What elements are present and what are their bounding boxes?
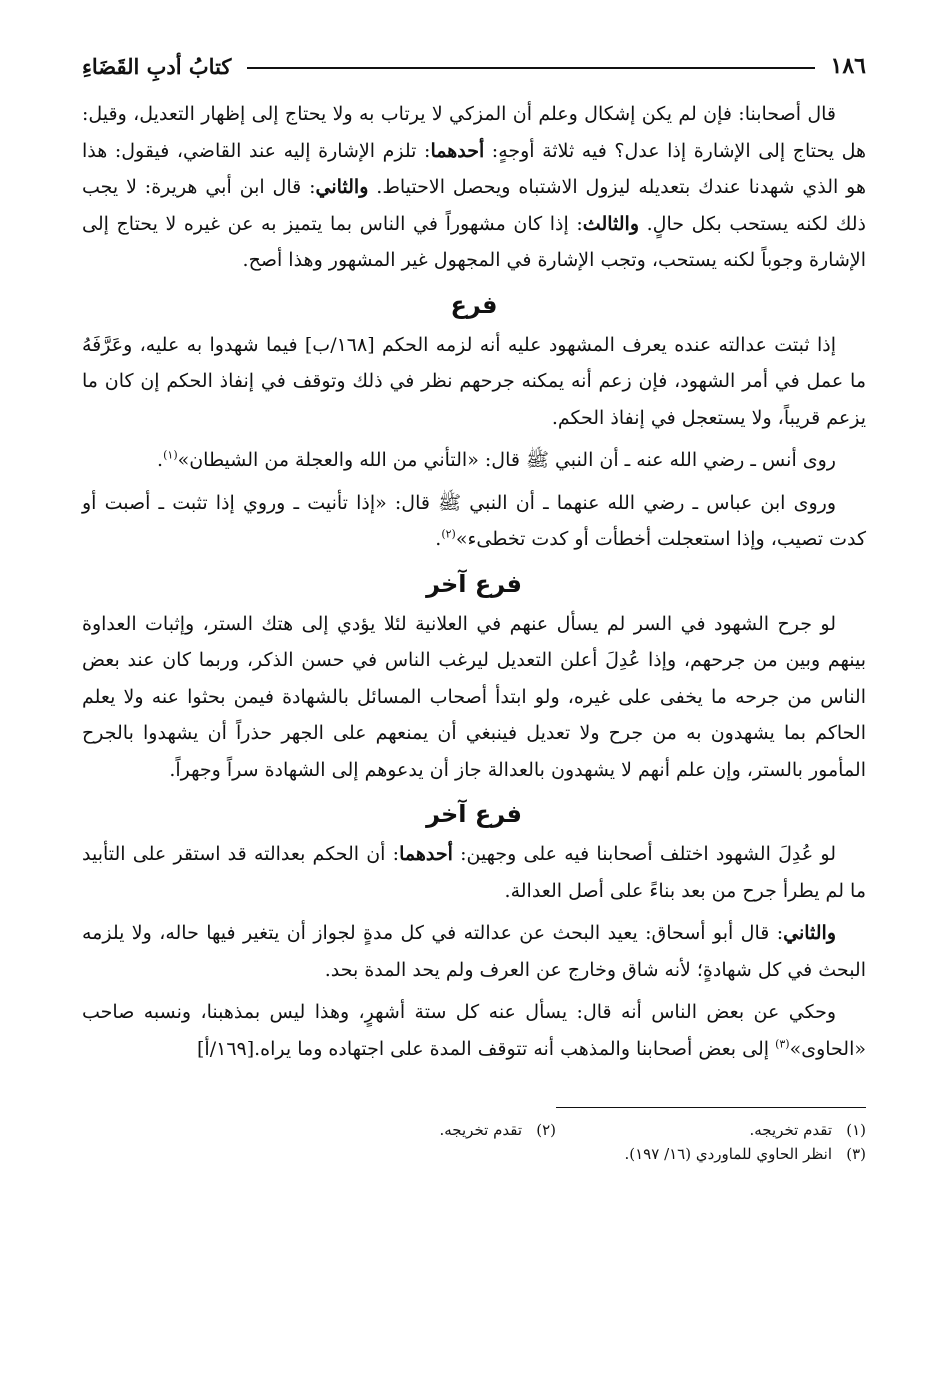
paragraph-8 [82,994,866,1067]
footnote-number: (٣) [846,1145,866,1163]
text-span: إلى بعض أصحابنا والمذهب أنه تتوقف المدة على اجتهاده وما يراه.[١٦٩/أ] [197,1037,776,1060]
header-rule [247,67,814,69]
text-span: : إذا كان مشهوراً في الناس بما يتميز به عن غيره لا يحتاج إلى الإشارة وجوباً لكنه يستحب، وتجب الإشارة في المجهول غير المشهور وهذا أصح. [82,212,866,271]
text-span: : تلزم الإشارة إليه عند القاضي، فيقول: هذا هو الذي شهدنا عندك بتعديله ليزول الاشتباه ويحصل الاحتياط. [82,139,866,198]
paragraph-6 [82,836,866,909]
footnote-1 [556,1118,866,1142]
section-heading-far: فرع [450,290,498,319]
section-heading-far-akhar-2: فرع آخر [426,800,522,828]
footnote-ref-3[interactable]: (٣) [775,1037,790,1051]
footnote-3 [625,1142,867,1166]
text-span: . [157,449,164,471]
text-span: وحكي عن بعض الناس أنه قال: يسأل عنه كل ستة أشهرٍ، وهذا ليس بمذهبنا، ونسبه صاحب «الحاوى» [82,1001,866,1060]
paragraph-2: إذا ثبتت عدالته عنده يعرف المشهود عليه أنه لزمه الحكم [١٦٨/ب] فيما شهدوا به عليه، وعَرَّفَهُ ما عمل في أمر الشهود، فإن زعم أنه يمكنه جرحهم نظر في ذلك وتوقف في إنفاذ الحكم إن كان ما يزعم قريباً، ولا يستعجل في إنفاذ الحكم. [82,333,866,429]
text-span: : قال ابن أبي هريرة: لا يجب ذلك لكنه يستحب بكل حالٍ. [82,176,866,235]
footnote-number: (٢) [536,1121,556,1139]
page-number: ١٨٦ [830,53,866,79]
footnote-number: (١) [846,1121,866,1139]
keyword-third: والثالث [582,212,640,235]
text-span: : أن الحكم بعدالته قد استقر على التأبيد ما لم يطرأ جرح من بعد بناءً على أصل العدالة. [82,843,866,902]
keyword-second: والثاني [783,922,836,944]
text-span: روى أنس ـ رضي الله عنه ـ أن النبي ﷺ قال: «التأني من الله والعجلة من الشيطان» [177,449,836,471]
text-span: لو عُدِلَ الشهود اختلف أصحابنا فيه على وجهين: [452,843,836,865]
footnote-2 [246,1118,556,1142]
footnote-row [82,1142,866,1166]
text-span: : قال أبو أسحاق: يعيد البحث عن عدالته في كل مدةٍ لجواز أن يتغير فيها حاله، ولا يلزمه البحث في كل شهادةٍ؛ لأنه شاق وخارج عن العرف ولم يحد المدة بحد. [82,922,866,981]
footnote-row [82,1118,866,1142]
keyword-first: أحدهما [399,843,453,865]
text-span: قال أصحابنا: فإن لم يكن إشكال وعلم أن المزكي لا يرتاب به ولا يحتاج إلى إظهار التعديل، وقيل: هل يحتاج إلى الإشارة إذا عدل؟ فيه ثلاثة أوجهٍ: [82,103,866,162]
footnote-ref-2[interactable]: (٢) [441,527,456,541]
paragraph-4-hadith [82,485,866,558]
page-header [82,48,866,84]
paragraph-7 [82,915,866,988]
text-span: . [435,528,442,550]
footnote-text: تقدم تخريجه. [439,1121,522,1139]
paragraph-5: لو جرح الشهود في السر لم يسأل عنهم في العلانية لئلا يؤدي إلى هتك الستر، وإثبات العداوة بينهم وبين من جرحهم، وإذا عُدِلَ أعلن التعديل ليرغب الناس في حسن الذكر، وربما كان عند بعض الناس من جرحه ما يخفى على غيره، ولو ابتدأ أصحاب المسائل بالشهادة فيمن بحثوا عنه ولا يعلم الحاكم بما يشهدون به من جرح ولا تعديل فينبغي أن يمنعهم على الجهر حذراً أن يشهدوا بالجرح المأمور بالستر، وإن علم أنهم لا يشهدون بالعدالة جاز أن يدعوهم إلى الشهادة سراً وجهراً. [82,612,866,781]
paragraph-3-hadith [82,442,866,479]
paragraph-1 [82,96,866,279]
running-title: كتابُ أدبِ القَضَاءِ [82,53,232,79]
footnote-ref-1[interactable]: (١) [163,448,178,462]
footnote-text: انظر الحاوي للماوردي (١٦/ ١٩٧). [624,1145,832,1163]
section-heading-far-akhar-1: فرع آخر [426,569,522,598]
main-text [82,96,866,1067]
keyword-second: والثاني [315,176,369,198]
footnotes [82,1118,866,1166]
keyword-first: أحدهما [430,139,485,162]
footnote-rule [556,1107,866,1108]
text-span: وروى ابن عباس ـ رضي الله عنهما ـ أن النبي ﷺ قال: «إذا تأنيت ـ وروي إذا تثبت ـ أصبت أو كدت تصيب، وإذا استعجلت أخطأت أو كدت تخطىء» [82,491,866,550]
footnote-text: تقدم تخريجه. [749,1121,832,1139]
